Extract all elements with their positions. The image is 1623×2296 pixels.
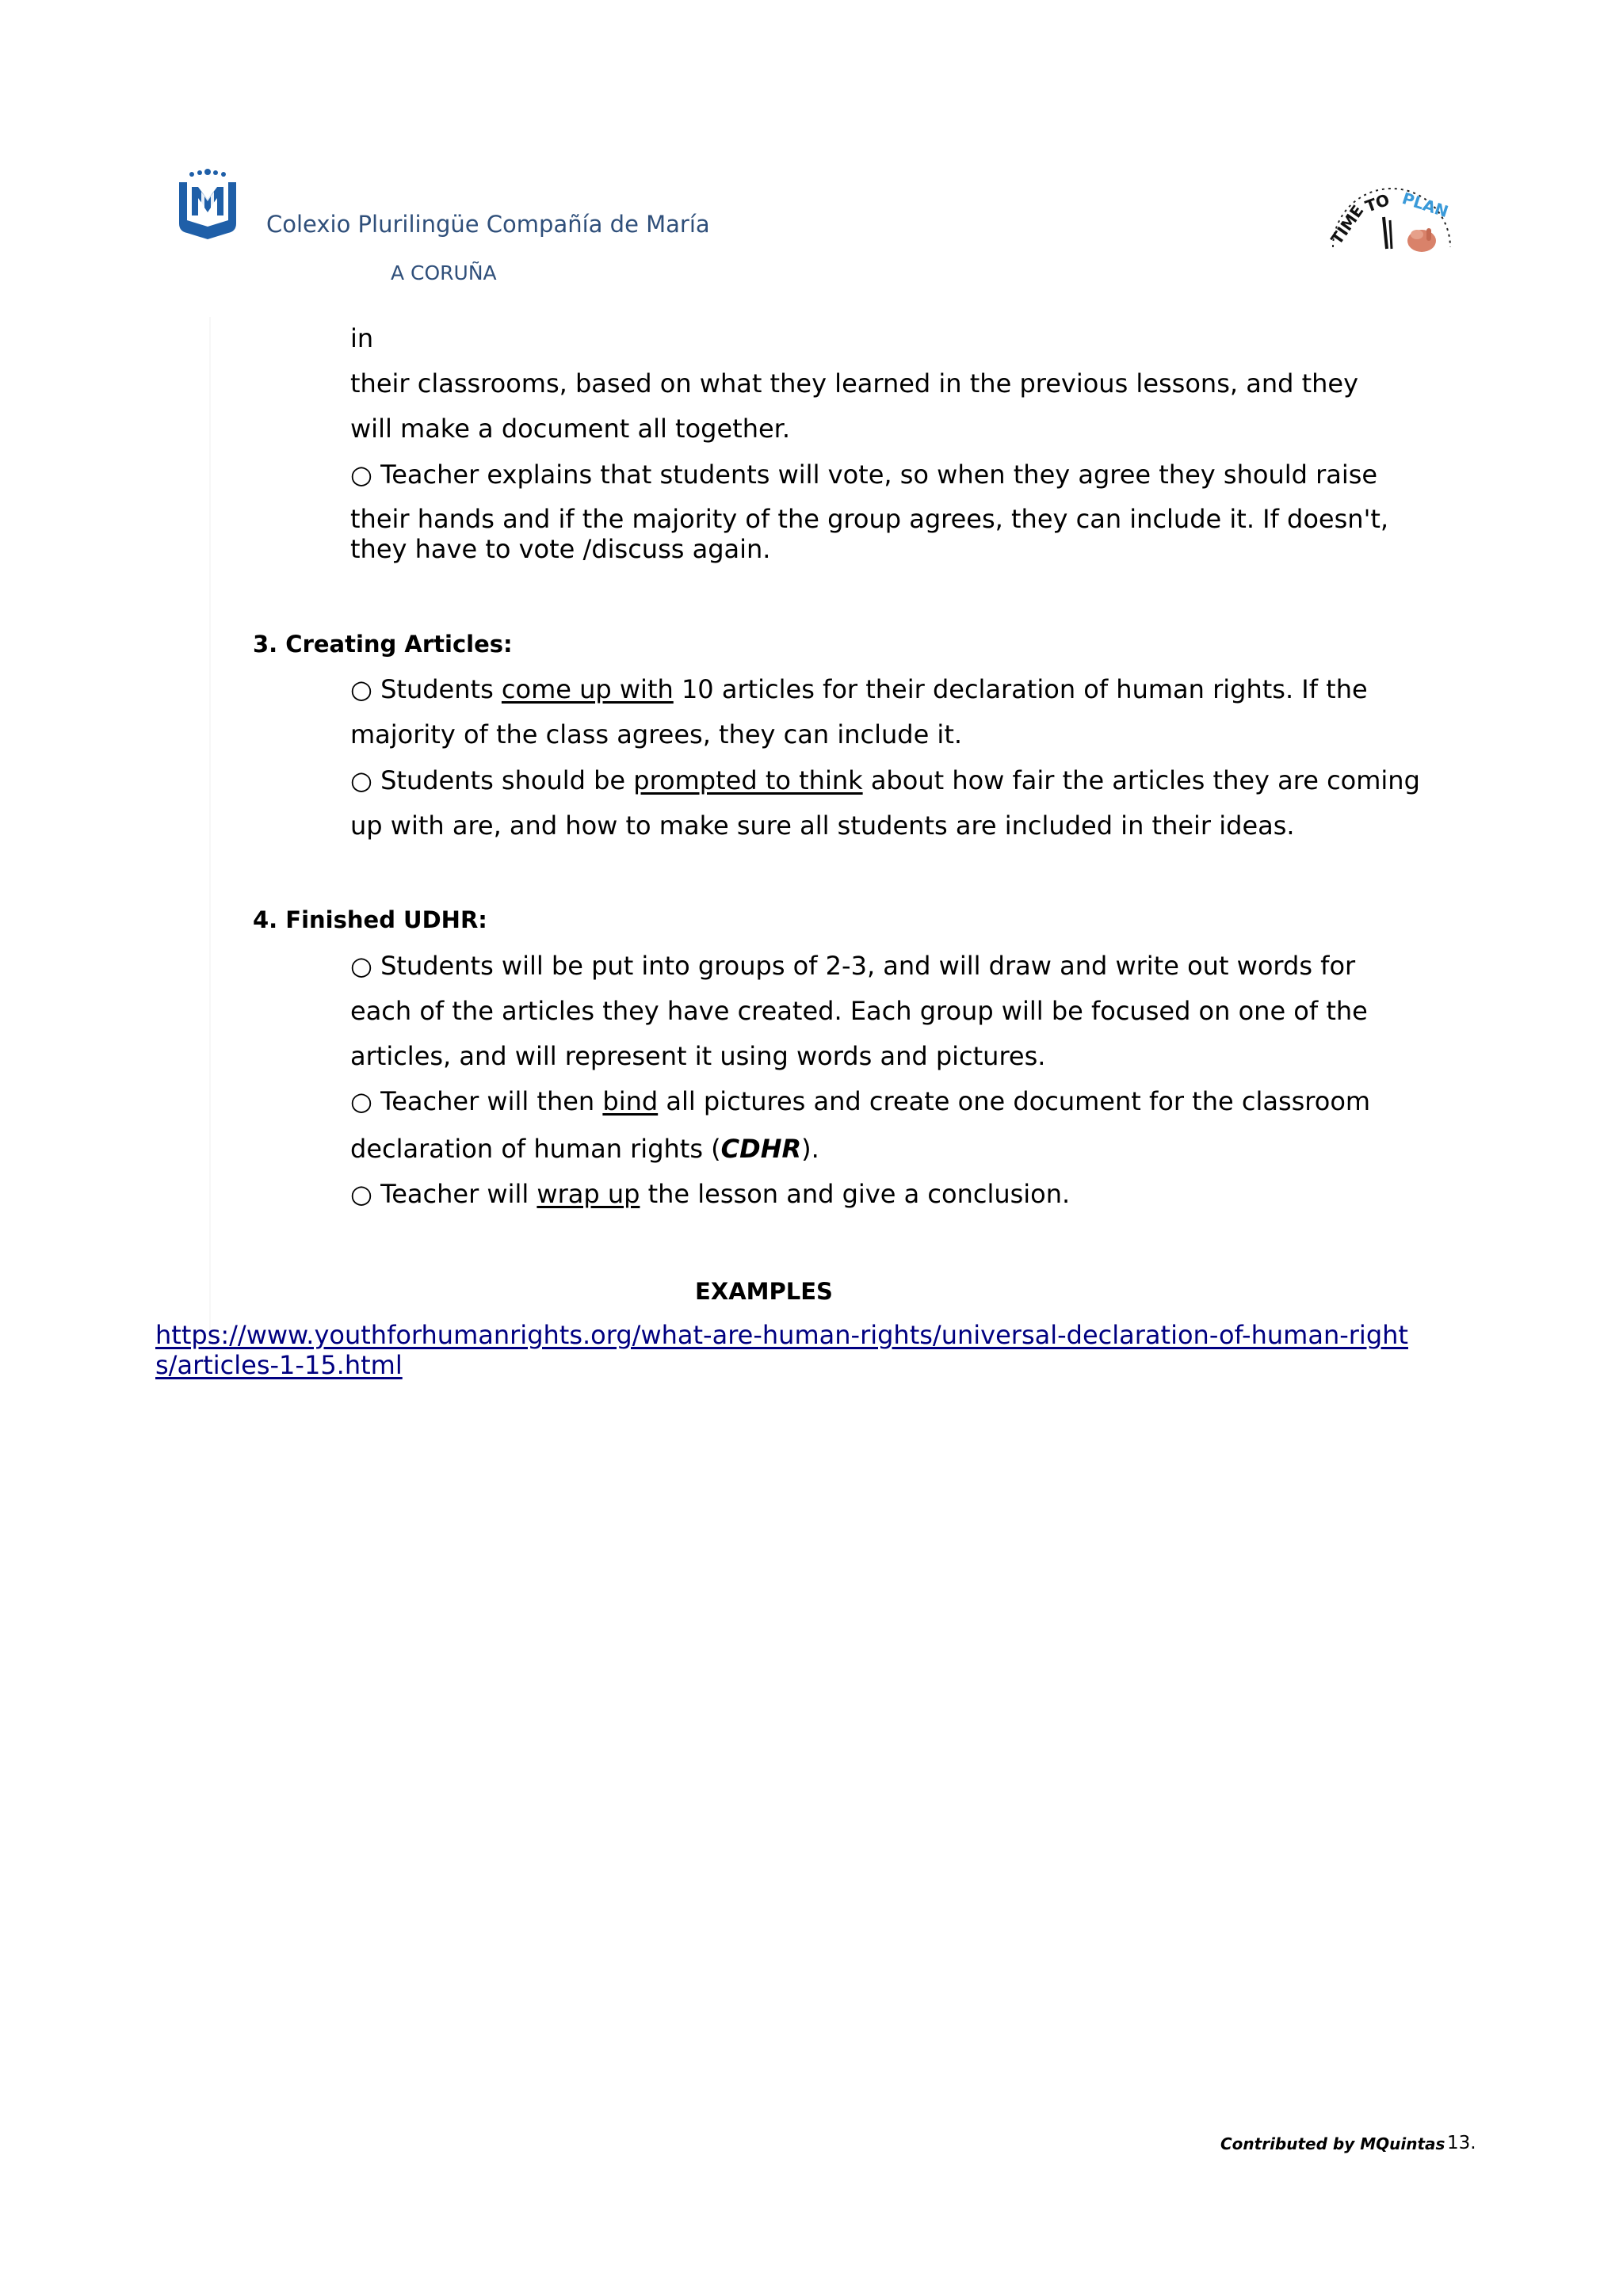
logo-text-plan: PLAN: [1400, 188, 1451, 222]
page-number: 13.: [1447, 2133, 1476, 2153]
section-4-bullet-2-cont-pre: declaration of human rights (: [350, 1134, 721, 1164]
section-4-bullet-2-term: bind: [602, 1086, 659, 1116]
section-4-bullet-3: [350, 1179, 1070, 1209]
section-4-bullet-1: ○ Students will be put into groups of 2-3, and will draw and write out words for: [350, 951, 1356, 981]
logo-text-time: TIME: [1327, 201, 1368, 248]
section-4-bullet-1-continuation-1: each of the articles they have created. Each group will be focused on one of the: [350, 996, 1368, 1026]
section-4-bullet-3-pre: ○ Teacher will: [350, 1179, 537, 1209]
section-3-bullet-1-continuation: majority of the class agrees, they can include it.: [350, 719, 963, 749]
section-4-bullet-2-pre: ○ Teacher will then: [350, 1086, 603, 1116]
section-3-bullet-1: [350, 674, 1368, 704]
section-4-bullet-2-post: all pictures and create one document for the classroom: [658, 1086, 1371, 1116]
section-3-bullet-1-term: come up with: [501, 674, 674, 704]
intro-bullet-1: ○ Teacher explains that students will vote, so when they agree they should raise: [350, 460, 1378, 490]
examples-heading: EXAMPLES: [695, 1278, 833, 1305]
section-4-bullet-1-continuation-2: articles, and will represent it using words and pictures.: [350, 1041, 1046, 1071]
section-3-bullet-2-post: about how fair the articles they are coming: [862, 765, 1420, 795]
time-to-plan-logo-icon: [1325, 184, 1458, 257]
intro-line-3: will make a document all together.: [350, 414, 791, 444]
intro-line-2: their classrooms, based on what they learned in the previous lessons, and they: [350, 368, 1359, 399]
section-4-bullet-3-term: wrap up: [537, 1179, 640, 1209]
examples-link[interactable]: https://www.youthforhumanrights.org/what-are-human-rights/universal-declaration-of-human-rights/articles-1-15.html: [155, 1320, 1408, 1380]
section-3-bullet-2-term: prompted to think: [633, 765, 863, 795]
section-4-bullet-3-post: the lesson and give a conclusion.: [640, 1179, 1071, 1209]
section-3-heading: 3. Creating Articles:: [253, 631, 513, 658]
school-name: Colexio Plurilingüe Compañía de María: [266, 211, 710, 238]
section-3-bullet-1-pre: ○ Students: [350, 674, 502, 704]
section-3-bullet-1-post: 10 articles for their declaration of human rights. If the: [673, 674, 1368, 704]
margin-line: [209, 317, 211, 1347]
school-city: A CORUÑA: [391, 261, 497, 284]
footer-credit: Contributed by MQuintas: [1220, 2134, 1445, 2153]
logo-text-to: TO: [1362, 189, 1392, 216]
cdhr-abbreviation: CDHR: [720, 1134, 802, 1164]
school-logo-icon: [173, 168, 242, 244]
intro-bullet-1-continuation: their hands and if the majority of the group agrees, they can include it. If doesn't, they have to vote /discuss again.: [350, 504, 1389, 564]
section-3-bullet-2-continuation: up with are, and how to make sure all students are included in their ideas.: [350, 810, 1295, 841]
section-3-bullet-2-pre: ○ Students should be: [350, 765, 634, 795]
section-4-bullet-2: [350, 1086, 1370, 1116]
section-4-heading: 4. Finished UDHR:: [253, 906, 487, 933]
intro-line-1: in: [350, 323, 374, 353]
section-3-bullet-2: [350, 765, 1420, 795]
section-4-bullet-2-cont-post: ).: [801, 1134, 819, 1164]
section-4-bullet-2-continuation: [350, 1134, 819, 1164]
